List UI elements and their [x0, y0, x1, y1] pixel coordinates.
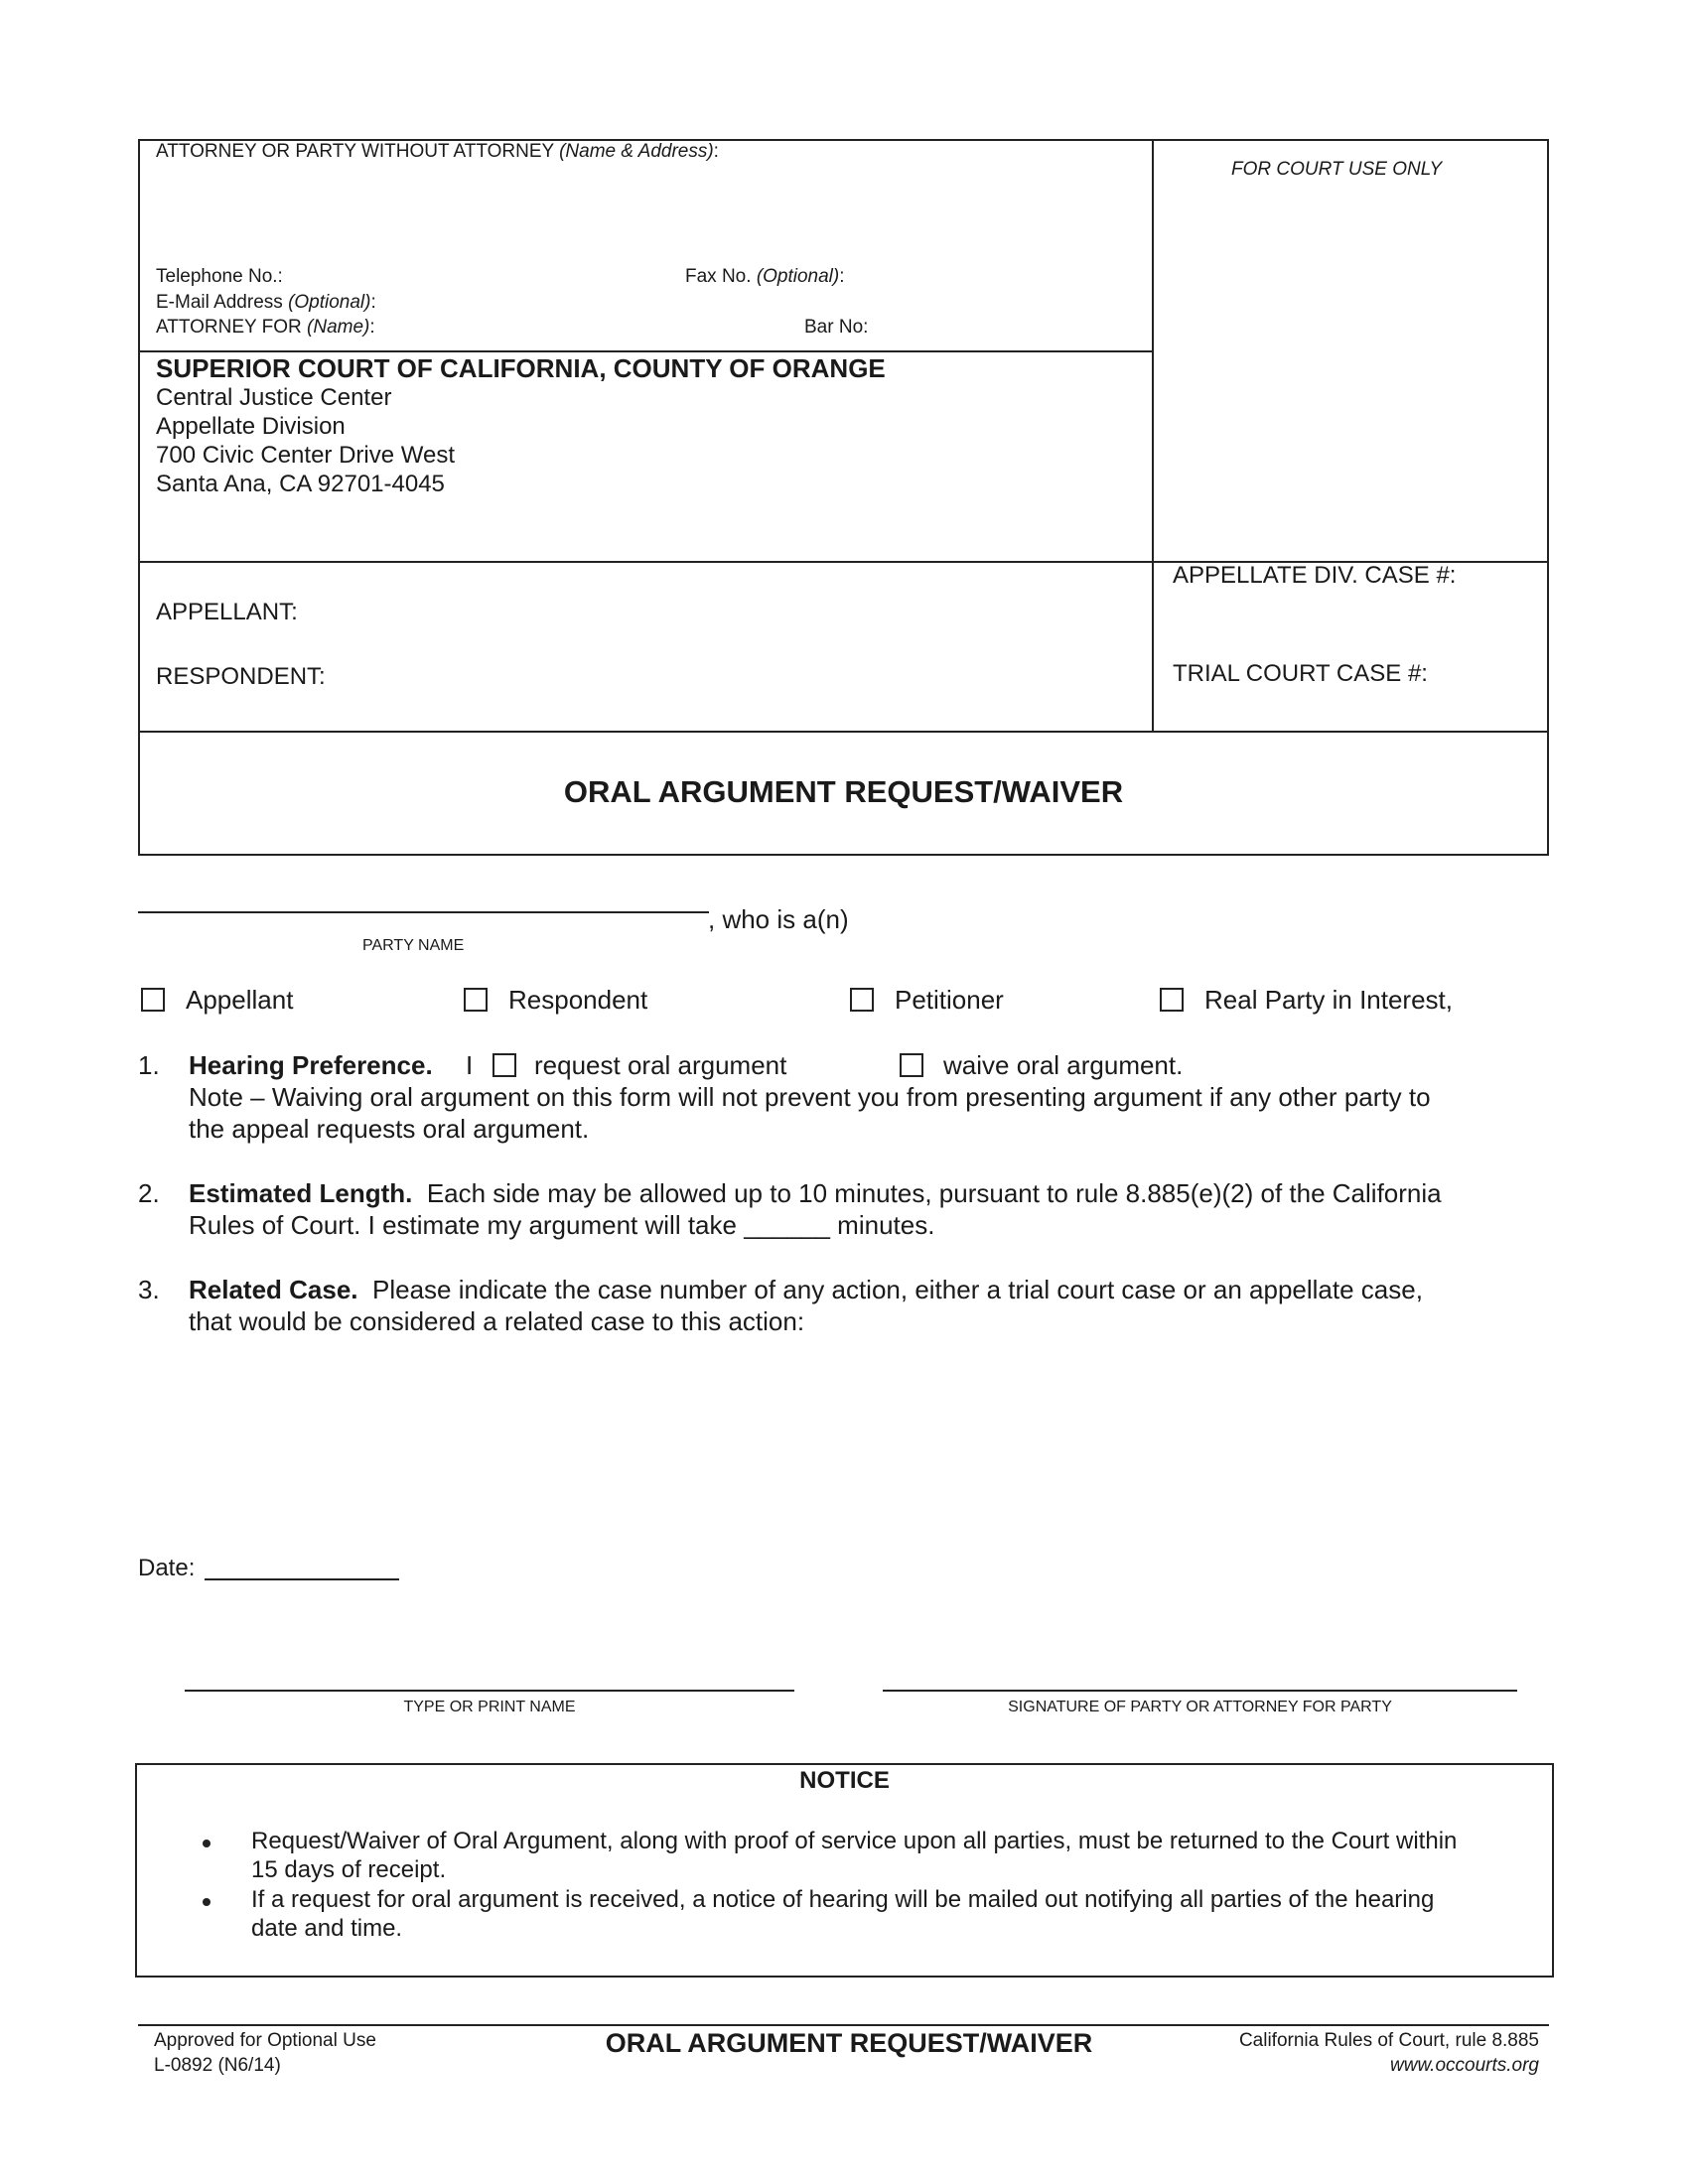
notice-bullet-1-line-1: Request/Waiver of Oral Argument, along with proof of service upon all parties, must be returned to the Court within	[251, 1828, 1458, 1854]
footer-rule-citation: California Rules of Court, rule 8.885	[1238, 2030, 1539, 2051]
telephone-label: Telephone No.:	[156, 266, 283, 287]
waive-oral-argument-checkbox[interactable]	[900, 1053, 923, 1077]
footer-title: ORAL ARGUMENT REQUEST/WAIVER	[605, 2028, 1093, 2058]
court-line-2: Appellate Division	[156, 413, 346, 440]
request-oral-argument-label: request oral argument	[534, 1050, 787, 1080]
print-name-caption: TYPE OR PRINT NAME	[403, 1699, 576, 1715]
date-label: Date:	[138, 1555, 196, 1581]
court-name: SUPERIOR COURT OF CALIFORNIA, COUNTY OF ORANGE	[156, 353, 886, 383]
party-name-field[interactable]	[138, 911, 709, 913]
footer-form-number: L-0892 (N6/14)	[154, 2055, 281, 2076]
signature-caption: SIGNATURE OF PARTY OR ATTORNEY FOR PARTY	[1008, 1699, 1392, 1715]
signature-field[interactable]	[883, 1690, 1517, 1692]
petitioner-checkbox[interactable]	[850, 988, 874, 1012]
request-oral-argument-checkbox[interactable]	[492, 1053, 516, 1077]
petitioner-option-label: Petitioner	[895, 985, 1004, 1015]
court-use-label: FOR COURT USE ONLY	[1231, 159, 1443, 180]
footer-approved: Approved for Optional Use	[154, 2030, 376, 2051]
party-name-caption: PARTY NAME	[362, 937, 465, 954]
respondent-checkbox[interactable]	[464, 988, 488, 1012]
attorney-for-label: ATTORNEY FOR (Name):	[156, 317, 375, 338]
notice-bullet-1-line-2: 15 days of receipt.	[251, 1856, 447, 1883]
footer-rule	[138, 2024, 1549, 2026]
form-title: ORAL ARGUMENT REQUEST/WAIVER	[563, 774, 1124, 809]
who-is-text: , who is a(n)	[708, 904, 849, 934]
appellant-option-label: Appellant	[186, 985, 294, 1015]
print-name-field[interactable]	[185, 1690, 794, 1692]
item-1-number: 1.	[138, 1050, 160, 1080]
note-line-1: Note – Waiving oral argument on this form will not prevent you from presenting argument if any other party to	[189, 1082, 1431, 1112]
appellant-label: APPELLANT:	[156, 599, 298, 625]
note-line-2: the appeal requests oral argument.	[189, 1114, 590, 1144]
court-line-3: 700 Civic Center Drive West	[156, 442, 455, 469]
hearing-i: I	[466, 1050, 474, 1080]
notice-bullet-2-line-1: If a request for oral argument is received, a notice of hearing will be mailed out notifying all parties of the hearing	[251, 1886, 1435, 1913]
item-3-number: 3.	[138, 1275, 160, 1304]
estimated-length-line-1: Estimated Length. Each side may be allowed up to 10 minutes, pursuant to rule 8.885(e)(2) of the California	[189, 1178, 1442, 1208]
court-line-1: Central Justice Center	[156, 384, 392, 411]
date-field[interactable]	[205, 1578, 399, 1580]
parties-box	[138, 561, 1154, 733]
estimated-length-line-2: Rules of Court. I estimate my argument will take ______ minutes.	[189, 1210, 935, 1240]
bar-number-label: Bar No:	[804, 317, 869, 338]
real-party-option-label: Real Party in Interest,	[1204, 985, 1453, 1015]
attorney-label: ATTORNEY OR PARTY WITHOUT ATTORNEY (Name & Address):	[156, 141, 719, 162]
respondent-option-label: Respondent	[508, 985, 648, 1015]
hearing-preference-title: Hearing Preference.	[189, 1050, 433, 1080]
appellate-case-label: APPELLATE DIV. CASE #:	[1173, 562, 1457, 589]
waive-oral-argument-label: waive oral argument.	[943, 1050, 1184, 1080]
notice-bullet-1	[203, 1840, 211, 1847]
notice-bullet-2	[203, 1898, 211, 1906]
respondent-label: RESPONDENT:	[156, 663, 326, 690]
court-use-box	[1152, 139, 1549, 563]
real-party-checkbox[interactable]	[1160, 988, 1184, 1012]
footer-website[interactable]: www.occourts.org	[1390, 2055, 1539, 2076]
notice-bullet-2-line-2: date and time.	[251, 1915, 403, 1942]
notice-heading: NOTICE	[799, 1767, 890, 1794]
email-label: E-Mail Address (Optional):	[156, 292, 376, 313]
fax-label: Fax No. (Optional):	[685, 266, 845, 287]
related-case-line-2: that would be considered a related case to this action:	[189, 1306, 805, 1336]
trial-case-label: TRIAL COURT CASE #:	[1173, 660, 1428, 687]
appellant-checkbox[interactable]	[141, 988, 165, 1012]
related-case-line-1: Related Case. Please indicate the case number of any action, either a trial court case or an appellate case,	[189, 1275, 1423, 1304]
item-2-number: 2.	[138, 1178, 160, 1208]
court-line-4: Santa Ana, CA 92701-4045	[156, 471, 445, 497]
